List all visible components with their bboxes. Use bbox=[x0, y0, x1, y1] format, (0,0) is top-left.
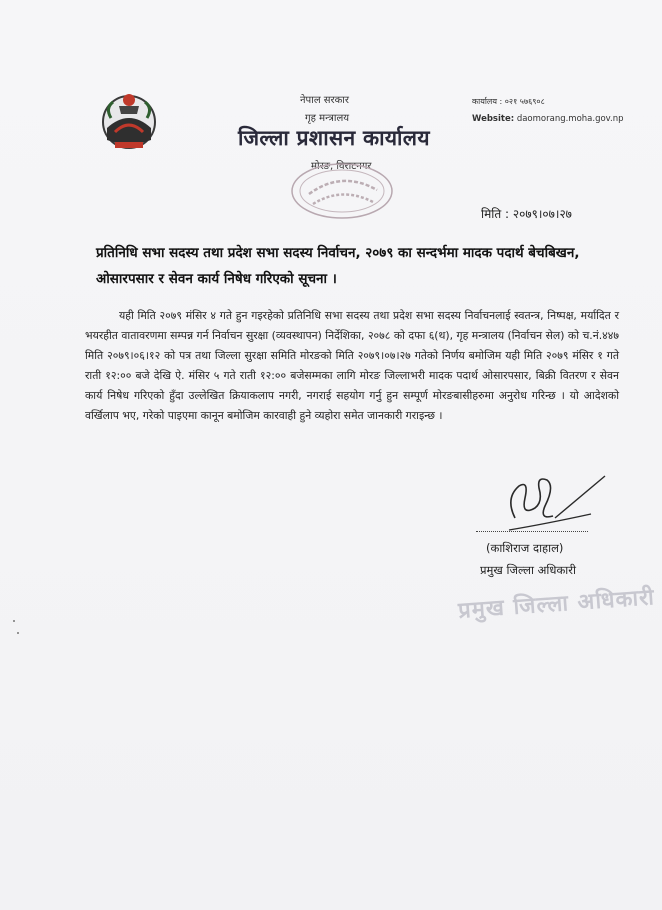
website-label: Website: bbox=[472, 114, 515, 124]
office-website bbox=[472, 114, 624, 124]
office-phone: कार्यालय : ०२१ ५७६९०८ bbox=[472, 97, 545, 106]
office-location: मोरङ, विराटनगर bbox=[311, 161, 372, 172]
notice-body: यही मिति २०७९ मंसिर ४ गते हुन गइरहेको प्रतिनिधि सभा सदस्य तथा प्रदेश सभा सदस्य निर्वाचनलाई स्वतन्त्र, निष्पक्ष, मर्यादित र भयरहीत वातावरणमा सम्पन्न गर्न निर्वाचन सुरक्षा (व्यवस्थापन) निर्देशिका, २०७८ को दफा ६(थ), गृह मन्त्रालय (निर्वाचन सेल) को च.नं.४४७ मिति २०७९।०६।१२ को पत्र तथा जिल्ला सुरक्षा समिति मोरङको मिति २०७९।०७।२७ गतेको निर्णय बमोजिम यही मिति २०७९ मंसिर १ गते राती १२:०० बजे देखि ऐ. मंसिर ५ गते राती १२:०० बजेसम्मका लागि मोरङ जिल्लाभरी मादक पदार्थ ओसारपसार, बिक्री वितरण र सेवन कार्य निषेध गरिएको हुँदा उल्लेखित क्रियाकलाप नगरी, नगराई सहयोग गर्नु हुन सम्पूर्ण मोरङबासीहरुमा अनुरोध गरिन्छ । यो आदेशको वर्खिलाप भए, गरेको पाइएमा कानून बमोजिम कारवाही हुने व्यहोरा समेत जानकारी गराइन्छ । bbox=[85, 309, 619, 422]
paper-speck bbox=[13, 620, 15, 622]
nepal-emblem-icon bbox=[97, 88, 161, 152]
notice-subject: प्रतिनिधि सभा सदस्य तथा प्रदेश सभा सदस्य निर्वाचन, २०७९ का सन्दर्भमा मादक पदार्थ बेचबिखन, ओसारपसार र सेवन कार्य निषेध गरिएको सूचना । bbox=[96, 245, 580, 287]
website-url: daomorang.moha.gov.np bbox=[516, 114, 624, 124]
government-name: नेपाल सरकार bbox=[300, 95, 349, 106]
office-name: जिल्ला प्रशासन कार्यालय bbox=[238, 126, 430, 150]
signer-title: प्रमुख जिल्ला अधिकारी bbox=[480, 563, 576, 577]
letter-date: मिति : २०७९।०७।२७ bbox=[481, 207, 572, 221]
signature-line bbox=[476, 531, 588, 532]
office-seal-icon bbox=[287, 160, 397, 222]
paper-speck bbox=[17, 632, 19, 634]
handwritten-signature-icon bbox=[495, 458, 615, 538]
title-stamp: प्रमुख जिल्ला अधिकारी bbox=[457, 585, 656, 624]
ministry-name: गृह मन्त्रालय bbox=[305, 113, 350, 124]
signer-name: (काशिराज दाहाल) bbox=[486, 541, 564, 555]
